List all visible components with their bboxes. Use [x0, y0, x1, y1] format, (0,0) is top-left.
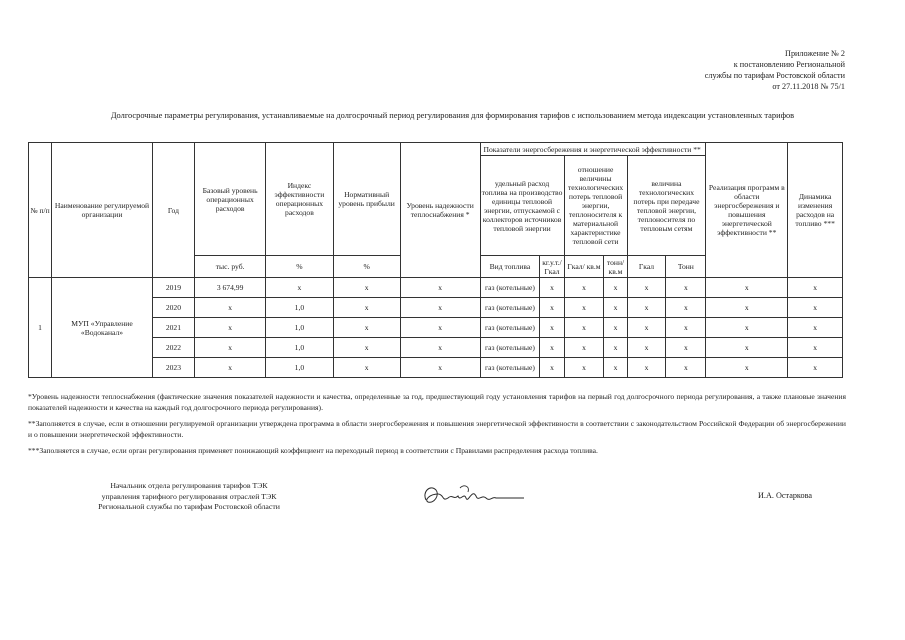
- unit-norm-profit: %: [333, 256, 400, 278]
- cell-profit: x: [333, 358, 400, 378]
- cell-tons: x: [666, 318, 706, 338]
- cell-program: x: [706, 358, 788, 378]
- header-tech-losses: величина технологических потерь при передаче тепловой энергии, теплоносителя по тепловым сетям: [627, 156, 706, 256]
- cell-reliability: x: [400, 338, 480, 358]
- cell-dynamics: x: [788, 278, 843, 298]
- cell-profit: x: [333, 278, 400, 298]
- parameters-table: [28, 142, 843, 378]
- cell-reliability: x: [400, 358, 480, 378]
- cell-year: 2021: [152, 318, 194, 338]
- cell-tons-m2: x: [604, 278, 627, 298]
- cell-base: x: [194, 338, 265, 358]
- cell-index: 1,0: [266, 298, 333, 318]
- cell-gcal: x: [627, 298, 666, 318]
- cell-profit: x: [333, 298, 400, 318]
- cell-fuel: газ (котельные): [480, 338, 540, 358]
- footnote-reliability: *Уровень надежности теплоснабжения (фактические значения показателей надежности и качества, определенные за год, предшествующий году установления тарифов на первый год долгосрочного периода регулирования, а также плановые значения показателей надежности и качества на каждый год долгосрочного периода регулирования).: [28, 392, 846, 412]
- cell-base: x: [194, 358, 265, 378]
- cell-fuel: газ (котельные): [480, 298, 540, 318]
- cell-tons-m2: x: [604, 298, 627, 318]
- cell-gcal: x: [627, 338, 666, 358]
- cell-year: 2022: [152, 338, 194, 358]
- cell-dynamics: x: [788, 338, 843, 358]
- header-num: № п/п: [29, 143, 52, 278]
- cell-program: x: [706, 278, 788, 298]
- cell-gcal-m2: x: [564, 358, 604, 378]
- header-org: Наименование регулируемой организации: [52, 143, 153, 278]
- cell-reliability: x: [400, 318, 480, 338]
- cell-gcal: x: [627, 358, 666, 378]
- cell-year: 2020: [152, 298, 194, 318]
- cell-dynamics: x: [788, 358, 843, 378]
- signatory-line-2: управления тарифного регулирования отраслей ТЭК: [101, 491, 277, 501]
- cell-tons-m2: x: [604, 318, 627, 338]
- cell-gcal-m2: x: [564, 298, 604, 318]
- cell-base: x: [194, 318, 265, 338]
- appendix-line-1: Приложение № 2: [785, 49, 845, 58]
- header-dynamics: Динамика изменения расходов на топливо ***: [788, 143, 843, 278]
- cell-profit: x: [333, 318, 400, 338]
- header-year: Год: [152, 143, 194, 278]
- header-specific-fuel: удельный расход топлива на производство единицы тепловой энергии, отпускаемой с коллекторов источников тепловой энергии: [480, 156, 564, 256]
- cell-profit: x: [333, 338, 400, 358]
- cell-fuel: газ (котельные): [480, 278, 540, 298]
- document-title: Долгосрочные параметры регулирования, устанавливаемые на долгосрочный период регулирования для формирования тарифов с использованием метода индексации установленных тарифов: [110, 111, 795, 120]
- cell-tons-m2: x: [604, 338, 627, 358]
- row-number: 1: [29, 278, 52, 378]
- cell-index: 1,0: [266, 358, 333, 378]
- cell-year: 2023: [152, 358, 194, 378]
- cell-tons: x: [666, 338, 706, 358]
- cell-dynamics: x: [788, 298, 843, 318]
- cell-index: 1,0: [266, 318, 333, 338]
- cell-kg: x: [540, 318, 564, 338]
- cell-reliability: x: [400, 298, 480, 318]
- signatory-line-1: Начальник отдела регулирования тарифов ТЭК: [110, 481, 268, 490]
- cell-tons: x: [666, 298, 706, 318]
- signatory-name: И.А. Остаркова: [758, 491, 812, 500]
- header-base-level: Базовый уровень операционных расходов: [194, 143, 265, 256]
- appendix-header: [705, 48, 845, 92]
- unit-tons-m2: тонн/кв.м: [604, 256, 627, 278]
- cell-base: x: [194, 298, 265, 318]
- unit-gcal-m2: Гкал/ кв.м: [564, 256, 604, 278]
- cell-index: x: [266, 278, 333, 298]
- footnote-energy-program: **Заполняется в случае, если в отношении регулируемой организации утверждена программа в области энергосбережения и повышения энергетической эффективности в соответствии с законодательством Российской Федерации об энергосбережении и о повышении энергетической эффективности.: [28, 419, 846, 439]
- footnote-fuel-dynamics: ***Заполняется в случае, если орган регулирования применяет понижающий коэффициент на переходный период в соответствии с Правилами распределения расхода топлива.: [28, 446, 598, 455]
- header-loss-ratio: отношение величины технологических потерь тепловой энергии, теплоносителя к материальной характеристике тепловой сети: [564, 156, 627, 256]
- unit-base-level: тыс. руб.: [194, 256, 265, 278]
- table-row: [29, 278, 843, 298]
- cell-gcal-m2: x: [564, 338, 604, 358]
- handwritten-signature: [420, 478, 530, 514]
- appendix-line-2: к постановлению Региональной: [733, 60, 845, 69]
- cell-reliability: x: [400, 278, 480, 298]
- unit-fuel-type: Вид топлива: [480, 256, 540, 278]
- cell-gcal: x: [627, 318, 666, 338]
- cell-kg: x: [540, 298, 564, 318]
- cell-tons: x: [666, 358, 706, 378]
- header-efficiency-index: Индекс эффективности операционных расходов: [266, 143, 333, 256]
- cell-program: x: [706, 298, 788, 318]
- unit-tons: Тонн: [666, 256, 706, 278]
- cell-index: 1,0: [266, 338, 333, 358]
- signatory-position: [64, 481, 314, 513]
- signatory-line-3: Региональной службы по тарифам Ростовской области: [98, 502, 280, 511]
- cell-program: x: [706, 338, 788, 358]
- cell-year: 2019: [152, 278, 194, 298]
- footnotes: [28, 392, 846, 463]
- header-reliability: Уровень надежности теплоснабжения *: [400, 143, 480, 278]
- cell-kg: x: [540, 358, 564, 378]
- appendix-line-3: службы по тарифам Ростовской области: [704, 71, 845, 80]
- cell-fuel: газ (котельные): [480, 358, 540, 378]
- header-norm-profit: Нормативный уровень прибыли: [333, 143, 400, 256]
- cell-dynamics: x: [788, 318, 843, 338]
- appendix-line-4: от 27.11.2018 № 75/1: [772, 82, 845, 91]
- cell-tons: x: [666, 278, 706, 298]
- unit-gcal: Гкал: [627, 256, 666, 278]
- header-energy-group: Показатели энергосбережения и энергетической эффективности **: [480, 143, 706, 156]
- unit-kg-gcal: кг.у.т./Гкал: [540, 256, 564, 278]
- cell-kg: x: [540, 278, 564, 298]
- header-program: Реализация программ в области энергосбережения и повышения энергетической эффективности **: [706, 143, 788, 278]
- cell-gcal-m2: x: [564, 318, 604, 338]
- cell-gcal-m2: x: [564, 278, 604, 298]
- organization-name: МУП «Управление «Водоканал»: [52, 278, 153, 378]
- cell-base: 3 674,99: [194, 278, 265, 298]
- cell-gcal: x: [627, 278, 666, 298]
- cell-program: x: [706, 318, 788, 338]
- cell-tons-m2: x: [604, 358, 627, 378]
- cell-kg: x: [540, 338, 564, 358]
- unit-efficiency-index: %: [266, 256, 333, 278]
- cell-fuel: газ (котельные): [480, 318, 540, 338]
